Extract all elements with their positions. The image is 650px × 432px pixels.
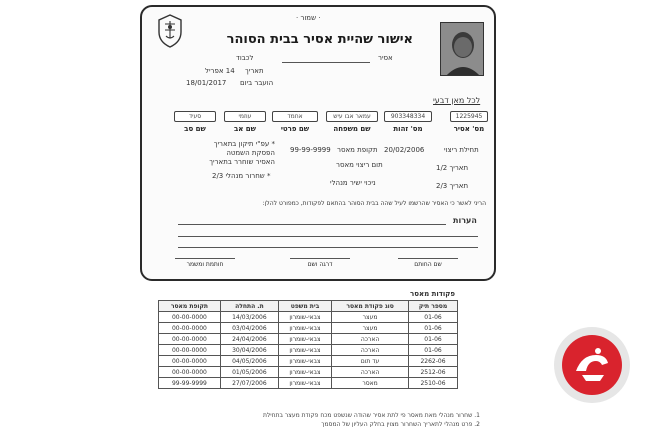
table-cell: 24/04/2006 bbox=[220, 334, 278, 345]
table-cell: הארכה bbox=[332, 345, 409, 356]
table-row bbox=[159, 334, 458, 345]
footer-line-1: 1. שחרור מנהלי מאת מאסר פי לתת אסיר שהודה שנשפט מכח פקודת מעצר בתחילת bbox=[262, 412, 480, 419]
name-underline bbox=[282, 62, 370, 63]
column-header: מספר תיק bbox=[409, 301, 458, 312]
field-id-number-label: מס' זהות bbox=[393, 125, 423, 133]
field-father-name-value: עוזמי bbox=[224, 111, 266, 122]
table-cell: 00-00-0000 bbox=[159, 345, 221, 356]
transfer-note: הועבר ביום bbox=[240, 79, 274, 87]
remarks-label: הערות bbox=[453, 216, 477, 225]
table-cell: הארכה bbox=[332, 367, 409, 378]
sentence-period-label: תקופת מאסר bbox=[337, 146, 378, 154]
table-cell: 00-00-0000 bbox=[159, 367, 221, 378]
field-grandfather-name-value: סעיד bbox=[174, 111, 216, 122]
table-row bbox=[159, 345, 458, 356]
column-header: ת. התחלה bbox=[220, 301, 278, 312]
arrest-start-value: 20/02/2006 bbox=[384, 146, 425, 154]
field-family-name-label: שם משפחה bbox=[333, 125, 371, 133]
column-header: סוג פקודת מאסר bbox=[332, 301, 409, 312]
prisoner-name-label: אסיר bbox=[378, 54, 393, 62]
prison-service-emblem-icon bbox=[157, 14, 183, 48]
column-header: בית משפט bbox=[278, 301, 331, 312]
sentence-period-value: 99-99-9999 bbox=[290, 146, 331, 154]
intro-text: לכל מאן דבעי bbox=[433, 96, 481, 105]
signature-label-3: שם החותם bbox=[414, 261, 442, 268]
signature-label-1: חותמת ומשמר bbox=[186, 261, 224, 268]
table-row bbox=[159, 356, 458, 367]
table-cell: צבאי-שומרון bbox=[278, 312, 331, 323]
legal-note-2: * שחרור מנהלי 2/3 bbox=[212, 172, 271, 180]
arrest-start-label: תחילת ריצוי bbox=[444, 146, 479, 154]
remarks-line-3 bbox=[178, 247, 478, 248]
detail-label-2: תאריך 2/3 bbox=[436, 182, 469, 190]
table-cell: 30/04/2006 bbox=[220, 345, 278, 356]
field-grandfather-name-label: שם סב bbox=[184, 125, 206, 133]
table-cell: מעצר bbox=[332, 323, 409, 334]
field-first-name-value: אחמד bbox=[272, 111, 318, 122]
table-cell: 01/05/2006 bbox=[220, 367, 278, 378]
table-row bbox=[159, 312, 458, 323]
table-cell: 2262-06 bbox=[409, 356, 458, 367]
table-cell: צבאי-שומרון bbox=[278, 367, 331, 378]
table-cell: 00-00-0000 bbox=[159, 323, 221, 334]
detail-value-1: תום ריצוי מאסר bbox=[336, 161, 383, 169]
table-cell: 2512-06 bbox=[409, 367, 458, 378]
sentence-orders-table bbox=[158, 300, 458, 389]
table-cell: צבאי-שומרון bbox=[278, 345, 331, 356]
table-cell: הארכה bbox=[332, 334, 409, 345]
secret-mark: · שמור · bbox=[296, 14, 321, 22]
table-cell: 03/04/2006 bbox=[220, 323, 278, 334]
footer-line-2: 2. פרט מנהלי לתאריך השחרור מצוין בחלק העליון של המסמך bbox=[321, 421, 480, 428]
field-id-number-value: 903348334 bbox=[384, 111, 432, 122]
table-cell: צבאי-שומרון bbox=[278, 334, 331, 345]
column-header: תקופת מאסר bbox=[159, 301, 221, 312]
date-line: 14 אפריל bbox=[205, 67, 235, 75]
table-cell: 04/05/2006 bbox=[220, 356, 278, 367]
field-family-name-value: עמאר אבו עיש bbox=[326, 111, 378, 122]
table-cell: עד תום bbox=[332, 356, 409, 367]
statement-text: הריני לאשר כי האסיר שהרשמו לעיל שהה בבית הסוהר בהתאם לפקודות, כמפורט להלן: bbox=[262, 200, 486, 207]
field-first-name-label: שם פרטי bbox=[280, 125, 310, 133]
table-cell: צבאי-שומרון bbox=[278, 323, 331, 334]
table-cell: 00-00-0000 bbox=[159, 334, 221, 345]
table-row bbox=[159, 378, 458, 389]
table-cell: 01-06 bbox=[409, 345, 458, 356]
reference-label: לכבוד bbox=[236, 54, 254, 62]
legal-note: * עפ"י תיקון בתאריך הפסקת השמטה האסיר שוחרר בתאריך bbox=[209, 140, 275, 166]
table-cell: מעצר bbox=[332, 312, 409, 323]
field-prisoner-number-value: 1225945 bbox=[450, 111, 488, 122]
table-cell: 00-00-0000 bbox=[159, 312, 221, 323]
detail-value-2: ניכוי ישיר מנהלי bbox=[330, 179, 376, 187]
table-cell: 01-06 bbox=[409, 323, 458, 334]
date-label: תאריך bbox=[245, 67, 264, 75]
table-cell: צבאי-שומרון bbox=[278, 378, 331, 389]
table-caption: פקודות מאסר bbox=[410, 290, 456, 298]
watermark-logo-icon bbox=[552, 325, 632, 405]
field-father-name-label: שם אב bbox=[234, 125, 256, 133]
detail-label-1: תאריך 1/2 bbox=[436, 164, 469, 172]
prisoner-photo bbox=[440, 22, 484, 76]
field-prisoner-number-label: מס' אסיר bbox=[453, 125, 485, 133]
signature-line-2 bbox=[290, 258, 350, 259]
period-value: 18/01/2017 bbox=[186, 79, 227, 87]
table-row bbox=[159, 367, 458, 378]
table-cell: 00-00-0000 bbox=[159, 356, 221, 367]
table-cell: 2510-06 bbox=[409, 378, 458, 389]
signature-label-2: דרגה ושם bbox=[307, 261, 333, 268]
table-cell: צבאי-שומרון bbox=[278, 356, 331, 367]
remarks-line-2 bbox=[178, 236, 478, 237]
table-header-row bbox=[159, 301, 458, 312]
table-cell: מאסר bbox=[332, 378, 409, 389]
table-cell: 99-99-9999 bbox=[159, 378, 221, 389]
table-cell: 14/03/2006 bbox=[220, 312, 278, 323]
signature-line-3 bbox=[398, 258, 458, 259]
table-cell: 01-06 bbox=[409, 312, 458, 323]
table-cell: 01-06 bbox=[409, 334, 458, 345]
table-row bbox=[159, 323, 458, 334]
signature-line-1 bbox=[175, 258, 235, 259]
remarks-line-1 bbox=[178, 224, 446, 225]
table-cell: 27/07/2006 bbox=[220, 378, 278, 389]
page-title: אישור שהיית אסיר בבית הסוהר bbox=[226, 32, 413, 47]
